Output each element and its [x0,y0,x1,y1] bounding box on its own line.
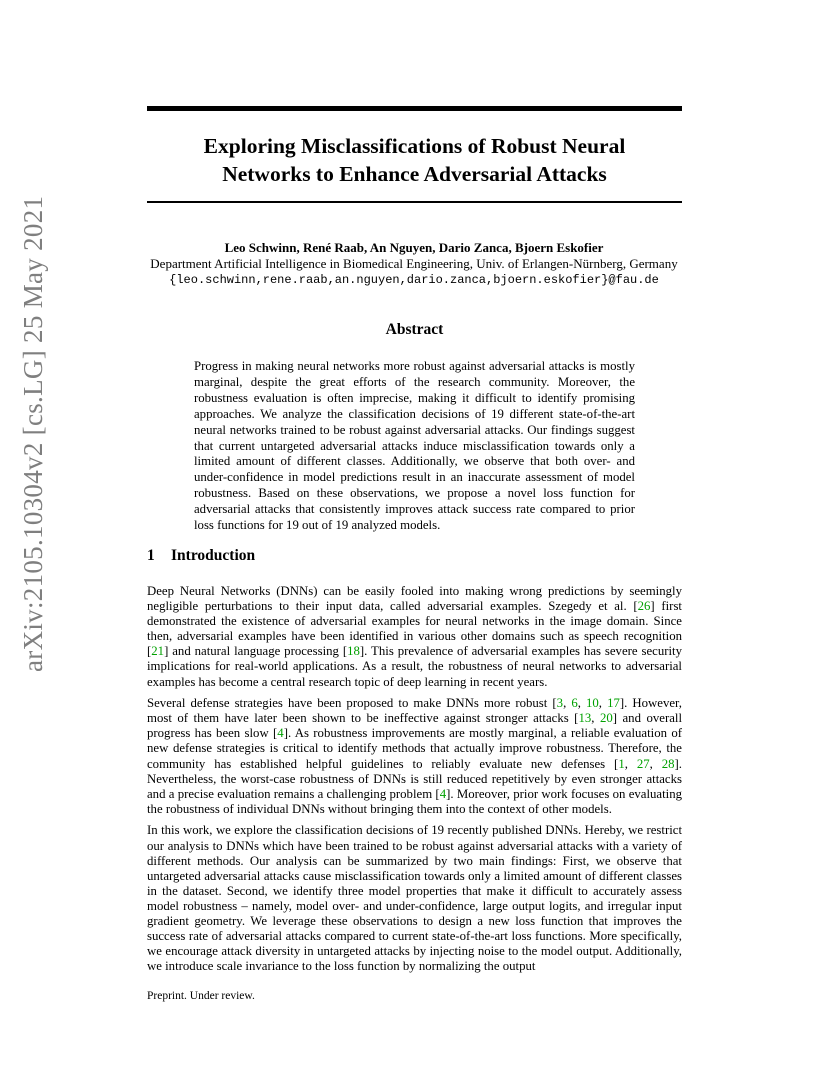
intro-paragraph-1: Deep Neural Networks (DNNs) can be easily fooled into making wrong predictions by seemingly negligible perturbations to their input data, called adversarial examples. Szegedy et al. [26] first demonstrated the existence of adversarial examples for neural networks in the image domain. Since then, adversarial examples have been identified in various other domains such as speech recognition [21] and natural language processing [18]. This prevalence of adversarial examples has severe security implications for real-world applications. As a result, the robustness of neural networks to adversarial examples has become a central research topic of deep learning in recent years. [147,584,682,689]
citation-link[interactable]: 28 [661,756,675,771]
section-number: 1 [147,547,155,564]
citation-link[interactable]: 13 [578,711,592,726]
author-names: Leo Schwinn, René Raab, An Nguyen, Dario Zanca, Bjoern Eskofier [224,240,604,255]
abstract-text: Progress in making neural networks more robust against adversarial attacks is mostly marginal, despite the great efforts of the research community. Moreover, the robustness evaluation is often imprecise, making it difficult to identify promising approaches. We analyze the classification decisions of 19 different state-of-the-art neural networks trained to be robust against adversarial attacks. Our findings suggest that current untargeted adversarial attacks induce misclassification towards only a limited amount of different classes. Additionally, we observe that both over- and under-confidence in model predictions result in an inaccurate assessment of model robustness. Based on these observations, we propose a novel loss function for adversarial attacks that consistently improves attack success rate compared to prior loss functions for 19 out of 19 analyzed models. [194,359,635,533]
footer-note: Preprint. Under review. [147,990,255,1002]
title-top-rule [147,106,682,111]
citation-link[interactable]: 4 [277,726,284,741]
citation-link[interactable]: 17 [607,696,620,711]
author-block [100,240,728,288]
author-emails: {leo.schwinn,rene.raab,an.nguyen,dario.zanca,bjoern.eskofier}@fau.de [169,273,659,287]
citation-link[interactable]: 21 [151,644,165,659]
intro-paragraph-2: Several defense strategies have been proposed to make DNNs more robust [3, 6, 10, 17]. However, most of them have later been shown to be ineffective against stronger attacks [13, 20] and overall progress has been slow [4]. As robustness improvements are mostly marginal, a reliable evaluation of new defense strategies is critical to identify methods that actually improve robustness. Therefore, the community has established helpful guidelines to reliably evaluate new defenses [1, 27, 28]. Nevertheless, the worst-case robustness of DNNs is still reduced repetitively by even stronger attacks and a precise evaluation remains a challenging problem [4]. Moreover, prior work focuses on evaluating the robustness of individual DNNs without bringing them into the context of other models. [147,696,683,816]
citation-link[interactable]: 1 [618,756,625,771]
citation-link[interactable]: 3 [556,696,564,711]
intro-paragraph-3: In this work, we explore the classification decisions of 19 recently published DNNs. Hereby, we restrict our analysis to DNNs which have been trained to be robust against adversarial attacks with a variety of different methods. Our analysis can be summarized by two main findings: First, we observe that untargeted adversarial attacks cause misclassification towards only a limited amount of different classes in the dataset. Second, we identify three model properties that make it difficult to accurately assess model robustness – namely, model over- and under-confidence, large output logits, and irregular input gradient geometry. We leverage these observations to design a new loss function that improves the success rate of adversarial attacks compared to current state-of-the-art loss functions. More specifically, we encourage attack diversity in untargeted attacks by injecting noise to the model output. Additionally, we introduce scale invariance to the loss function by normalizing the output [147,823,682,974]
title-line-2: Networks to Enhance Adversarial Attacks [222,162,607,186]
section-title: Introduction [171,547,256,564]
title-line-1: Exploring Misclassifications of Robust Neural [203,134,626,158]
citation-link[interactable]: 20 [599,711,613,726]
citation-link[interactable]: 6 [571,696,578,711]
citation-link[interactable]: 4 [439,786,447,801]
paper-title [147,132,682,188]
affiliation: Department Artificial Intelligence in Biomedical Engineering, Univ. of Erlangen-Nürnberg, Germany [150,256,678,271]
citation-link[interactable]: 27 [636,756,650,771]
section-heading-introduction [147,547,255,565]
title-bottom-rule [147,201,682,203]
citation-link[interactable]: 26 [637,599,651,614]
arxiv-stamp: arXiv:2105.10304v2 [cs.LG] 25 May 2021 [18,195,48,672]
citation-link[interactable]: 18 [347,644,360,659]
abstract-heading: Abstract [385,321,444,338]
introduction-body [147,584,682,981]
citation-link[interactable]: 10 [586,696,599,711]
